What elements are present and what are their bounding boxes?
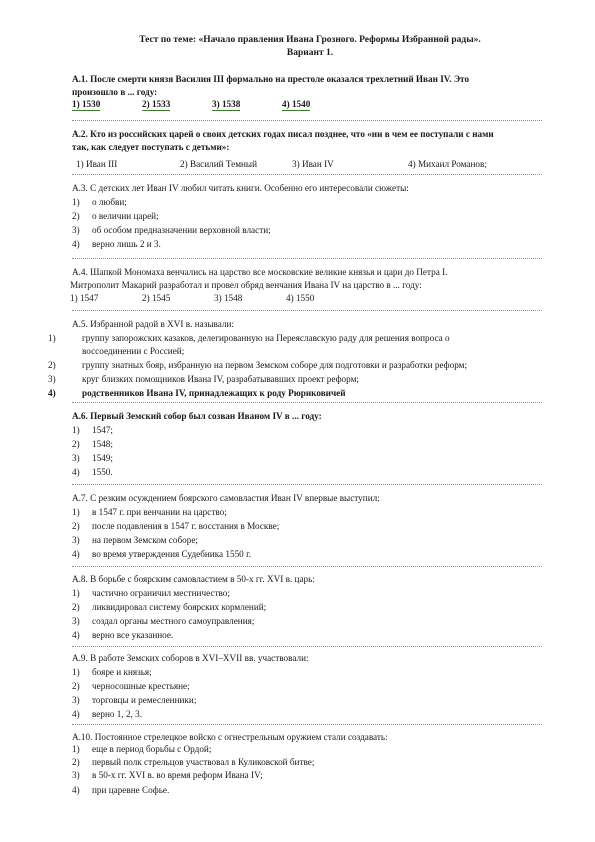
answer-option[interactable]: 4) 1550 (286, 293, 315, 303)
option-number: 2) (72, 602, 80, 612)
answer-option[interactable]: группу знатных бояр, избранную на первом Земском соборе для подготовки и разработки реформ; (82, 360, 468, 370)
option-number: 4) (48, 388, 56, 398)
answer-option[interactable]: 2) 1545 (142, 293, 171, 303)
option-number: 4) (72, 709, 80, 719)
question-text: так, как следует поступать с детьми»: (72, 142, 230, 152)
option-number: 1) (72, 197, 80, 207)
answer-option[interactable]: верно лишь 2 и 3. (92, 239, 161, 249)
option-number: 2) (72, 681, 80, 691)
divider (72, 120, 542, 121)
option-number: 2) (72, 211, 80, 221)
question-text: А.2. Кто из российских царей о своих детских годах писал позднее, что «ни в чем ее поступали с нами (72, 129, 494, 139)
answer-option[interactable]: в 50-х гг. XVI в. во время реформ Ивана IV; (92, 770, 263, 780)
option-number: 2) (48, 360, 56, 370)
question-text: Митрополит Макарий разработал и провел обряд венчания Ивана IV на царство в ... году: (70, 280, 422, 290)
test-title: Тест по теме: «Начало правления Ивана Грозного. Реформы Избранной рады». (139, 35, 481, 45)
answer-option[interactable]: на первом Земском соборе; (92, 535, 198, 545)
answer-option[interactable]: создал органы местного самоуправления; (92, 616, 255, 626)
option-number: 3) (72, 453, 80, 463)
option-number: 1) (72, 507, 80, 517)
answer-option[interactable]: 1550. (92, 467, 113, 477)
divider (72, 174, 542, 175)
answer-option[interactable]: при царевне Софье. (92, 785, 170, 795)
answer-option[interactable]: о любви; (92, 197, 127, 207)
question-text: А.6. Первый Земский собор был созван Иваном IV в ... году: (72, 411, 322, 421)
answer-option[interactable]: 1) Иван III (76, 159, 118, 169)
question-text: А.3. С детских лет Иван IV любил читать книги. Особенно его интересовали сюжеты: (72, 183, 409, 193)
answer-option[interactable]: после подавления в 1547 г. восстания в Москве; (92, 521, 280, 531)
option-number: 3) (72, 770, 80, 780)
option-number: 1) (72, 588, 80, 598)
question-text: А.9. В работе Земских соборов в XVI–XVII вв. участвовали: (72, 653, 309, 663)
option-number: 2) (72, 757, 80, 767)
question-text: А.10. Постоянное стрелецкое войско с огнестрельным оружием стали создавать: (72, 732, 388, 742)
option-number: 2) (72, 439, 80, 449)
question-text: А.1. После смерти князя Василия III формально на престоле оказался трехлетний Иван IV. Это (72, 74, 470, 84)
answer-option[interactable]: верно 1, 2, 3. (92, 709, 143, 719)
answer-option[interactable]: круг близких помощников Ивана IV, разрабатывавших проект реформ; (82, 374, 359, 384)
option-number: 4) (72, 630, 80, 640)
variant-label: Вариант 1. (286, 48, 334, 58)
answer-option[interactable]: верно все указанное. (92, 630, 174, 640)
option-number: 4) (72, 239, 80, 249)
answer-option[interactable]: об особом предназначении верховной власти; (92, 225, 271, 235)
answer-option[interactable]: 1) 1530 (72, 99, 101, 109)
question-text: А.8. В борьбе с боярским самовластием в 50-х гг. XVI в. царь: (72, 574, 315, 584)
answer-option[interactable]: 3) 1548 (214, 293, 243, 303)
answer-option[interactable]: о величии царей; (92, 211, 159, 221)
option-number: 3) (72, 535, 80, 545)
answer-option[interactable]: 3) Иван IV (292, 159, 334, 169)
answer-option[interactable]: ликвидировал систему боярских кормлений; (92, 602, 267, 612)
option-number: 3) (72, 695, 80, 705)
answer-option[interactable]: бояре и князья; (92, 667, 152, 677)
question-text: А.4. Шапкой Мономаха венчались на царство все московские великие князья и цари до Петра I. (72, 267, 448, 277)
answer-option[interactable]: первый полк стрельцов участвовал в Куликовской битве; (92, 757, 315, 767)
option-number: 2) (72, 521, 80, 531)
option-number: 1) (72, 744, 80, 754)
answer-option[interactable]: 3) 1538 (212, 99, 241, 109)
divider (72, 258, 542, 259)
option-number: 1) (72, 667, 80, 677)
answer-option[interactable]: частично ограничил местничество; (92, 588, 230, 598)
option-number: 4) (72, 785, 80, 795)
divider (72, 484, 542, 485)
divider (72, 724, 542, 725)
answer-option[interactable]: группу запорожских казаков, делегированную на Переяславскую раду для решения вопроса о (82, 333, 450, 343)
answer-option[interactable]: 1548; (92, 439, 113, 449)
divider (72, 646, 542, 647)
answer-option[interactable]: 4) 1540 (282, 99, 311, 109)
answer-option[interactable]: 1549; (92, 453, 113, 463)
question-text: А.5. Избранной радой в XVI в. называли: (72, 319, 234, 329)
answer-option[interactable]: 1547; (92, 425, 113, 435)
answer-option[interactable]: родственников Ивана IV, принадлежащих к роду Рюриковичей (82, 388, 346, 398)
option-number: 3) (48, 374, 56, 384)
answer-option[interactable]: торговцы и ремесленники; (92, 695, 197, 705)
answer-option[interactable]: во время утверждения Судебника 1550 г. (92, 549, 252, 559)
option-number: 3) (72, 225, 80, 235)
option-number: 3) (72, 616, 80, 626)
answer-option[interactable]: 4) Михаил Романов; (408, 159, 487, 169)
answer-option[interactable]: еще в период борьбы с Ордой; (92, 744, 212, 754)
divider (72, 566, 542, 567)
question-text: А.7. С резким осуждением боярского самовластия Иван IV впервые выступил: (72, 493, 380, 503)
option-number: 1) (72, 425, 80, 435)
option-number: 4) (72, 467, 80, 477)
question-text: произошло в ... году: (72, 87, 158, 97)
option-number: 4) (72, 549, 80, 559)
answer-option[interactable]: 1) 1547 (70, 293, 99, 303)
answer-option[interactable]: 2) 1533 (142, 99, 171, 109)
divider (72, 402, 542, 403)
answer-option[interactable]: в 1547 г. при венчании на царство; (92, 507, 227, 517)
answer-option[interactable]: черносошные крестьяне; (92, 681, 190, 691)
divider (72, 310, 542, 311)
answer-option[interactable]: 2) Василий Темный (180, 159, 258, 169)
option-number: 1) (48, 333, 56, 343)
answer-option-cont: воссоединении с Россией; (82, 346, 185, 356)
